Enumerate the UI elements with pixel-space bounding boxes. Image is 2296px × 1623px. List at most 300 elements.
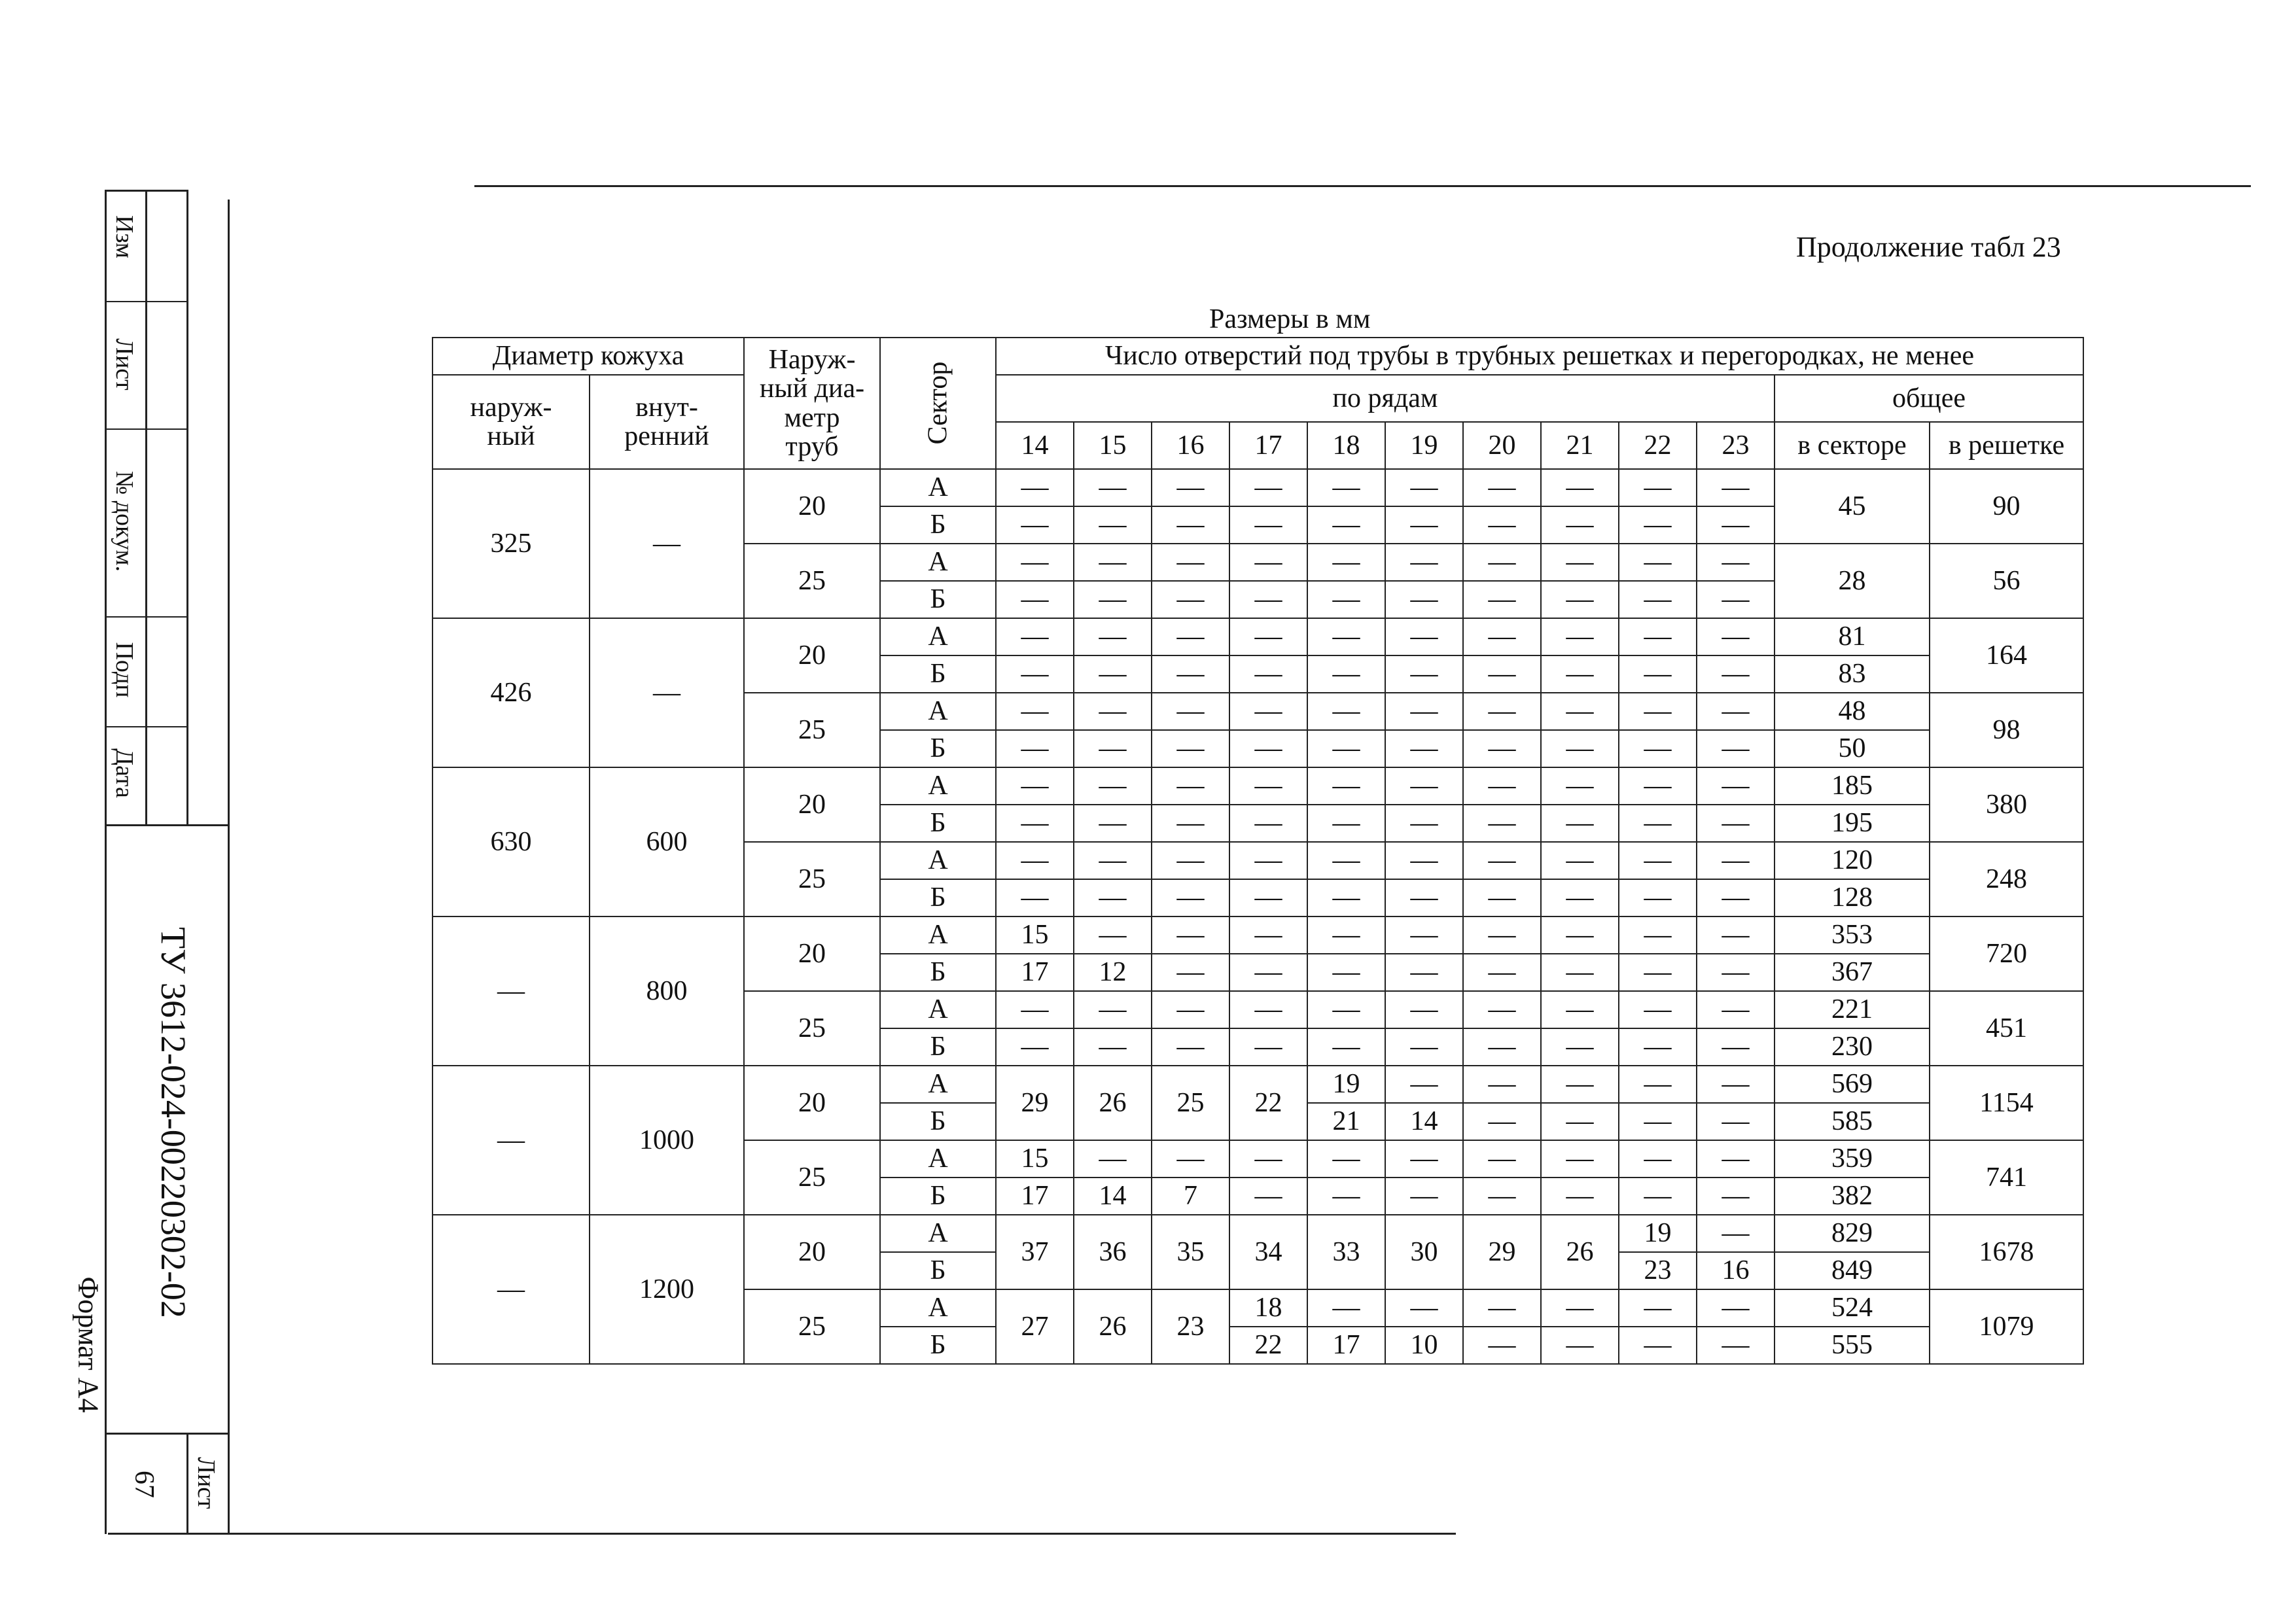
cell-in-sector: 829 (1775, 1215, 1930, 1252)
cell-row-count: — (1307, 767, 1385, 805)
cell-shell-outer: — (433, 1215, 590, 1364)
cell-row-count: — (1307, 655, 1385, 693)
cell-row-count: 37 (996, 1215, 1074, 1289)
cell-row-count: — (1307, 991, 1385, 1028)
cell-row-count: — (1463, 1178, 1541, 1215)
cell-in-sector: 28 (1775, 544, 1930, 618)
bottom-rule (108, 1533, 1456, 1535)
cell-row-count: — (1697, 916, 1775, 954)
cell-row-count: — (1152, 655, 1229, 693)
cell-row-count: — (996, 1028, 1074, 1066)
cell-shell-inner: 1200 (590, 1215, 744, 1364)
cell-sector: Б (880, 1327, 996, 1364)
cell-row-count: — (1619, 879, 1697, 916)
cell-row-count: 15 (996, 1140, 1074, 1178)
table-row (433, 1066, 2083, 1103)
cell-shell-inner: — (590, 469, 744, 618)
cell-row-count: — (1307, 544, 1385, 581)
cell-row-count: — (1619, 618, 1697, 655)
cell-row-count: — (1619, 1289, 1697, 1327)
cell-row-count: — (1229, 916, 1307, 954)
cell-row-count: — (1074, 655, 1152, 693)
cell-in-grid: 164 (1930, 618, 2083, 693)
cell-row-count: — (1307, 693, 1385, 730)
cell-row-count: — (1229, 767, 1307, 805)
cell-row-count: — (1307, 954, 1385, 991)
cell-row-count: — (1074, 506, 1152, 544)
cell-sector: Б (880, 730, 996, 767)
cell-row-count: 19 (1307, 1066, 1385, 1103)
cell-in-grid: 380 (1930, 767, 2083, 842)
cell-row-count: — (1697, 954, 1775, 991)
cell-row-count: — (1463, 1028, 1541, 1066)
cell-row-count: — (1619, 954, 1697, 991)
cell-sector: А (880, 693, 996, 730)
cell-row-count: — (1074, 805, 1152, 842)
cell-tube-diameter: 25 (744, 693, 880, 767)
cell-sector: Б (880, 1178, 996, 1215)
format-label: Формат А4 (72, 1276, 105, 1413)
cell-row-count: — (1541, 879, 1619, 916)
cell-row-count: 23 (1152, 1289, 1229, 1364)
cell-row-count: — (1619, 916, 1697, 954)
table-row (433, 1215, 2083, 1252)
cell-row-count: — (1697, 544, 1775, 581)
cell-row-count: — (1697, 581, 1775, 618)
cell-in-sector: 585 (1775, 1103, 1930, 1140)
cell-row-count: — (996, 506, 1074, 544)
cell-row-count: — (1463, 991, 1541, 1028)
cell-row-count: — (1463, 1103, 1541, 1140)
cell-row-count: 29 (996, 1066, 1074, 1140)
cell-row-count: 14 (1074, 1178, 1152, 1215)
header-row-15: 15 (1074, 422, 1152, 469)
cell-row-count: — (1463, 879, 1541, 916)
cell-row-count: — (1463, 544, 1541, 581)
cell-row-count: — (1152, 581, 1229, 618)
cell-row-count: — (1463, 618, 1541, 655)
cell-row-count: — (1697, 1140, 1775, 1178)
cell-tube-diameter: 25 (744, 991, 880, 1066)
cell-in-grid: 1079 (1930, 1289, 2083, 1364)
cell-row-count: — (1385, 1178, 1463, 1215)
cell-row-count: — (1229, 544, 1307, 581)
cell-row-count: — (1229, 991, 1307, 1028)
cell-sector: Б (880, 954, 996, 991)
cell-shell-inner: 1000 (590, 1066, 744, 1215)
cell-row-count: — (1463, 730, 1541, 767)
header-outer: наруж- ный (433, 375, 590, 469)
cell-row-count: — (1697, 1066, 1775, 1103)
cell-row-count: — (1152, 618, 1229, 655)
cell-row-count: — (1385, 1066, 1463, 1103)
cell-row-count: — (1307, 879, 1385, 916)
cell-row-count: 10 (1385, 1327, 1463, 1364)
cell-row-count: — (1463, 506, 1541, 544)
header-row-20: 20 (1463, 422, 1541, 469)
cell-row-count: 22 (1229, 1066, 1307, 1140)
cell-row-count: — (1074, 991, 1152, 1028)
cell-row-count: — (1541, 730, 1619, 767)
cell-row-count: — (1697, 1289, 1775, 1327)
cell-row-count: — (1074, 1140, 1152, 1178)
cell-row-count: 26 (1074, 1289, 1152, 1364)
cell-sector: А (880, 842, 996, 879)
cell-in-sector: 50 (1775, 730, 1930, 767)
cell-row-count: — (996, 618, 1074, 655)
cell-row-count: — (1385, 544, 1463, 581)
cell-row-count: — (1463, 1327, 1541, 1364)
header-row-17: 17 (1229, 422, 1307, 469)
stamp-sep-1 (105, 301, 188, 302)
cell-row-count: — (1697, 618, 1775, 655)
header-row-14: 14 (996, 422, 1074, 469)
cell-row-count: 7 (1152, 1178, 1229, 1215)
cell-tube-diameter: 25 (744, 1140, 880, 1215)
header-row-21: 21 (1541, 422, 1619, 469)
stamp-label-doc: № докум. (111, 470, 138, 572)
cell-row-count: — (996, 879, 1074, 916)
cell-row-count: 12 (1074, 954, 1152, 991)
cell-in-grid: 720 (1930, 916, 2083, 991)
header-total: общее (1775, 375, 2083, 422)
cell-row-count: — (1152, 879, 1229, 916)
cell-sector: А (880, 1066, 996, 1103)
cell-row-count: 19 (1619, 1215, 1697, 1252)
cell-row-count: — (1697, 842, 1775, 879)
cell-shell-outer: — (433, 916, 590, 1066)
cell-in-sector: 555 (1775, 1327, 1930, 1364)
cell-row-count: — (996, 991, 1074, 1028)
cell-in-sector: 195 (1775, 805, 1930, 842)
cell-in-sector: 45 (1775, 469, 1930, 544)
cell-tube-diameter: 20 (744, 1215, 880, 1289)
cell-row-count: — (1541, 1103, 1619, 1140)
cell-row-count: — (1385, 1028, 1463, 1066)
stamp-sheet-divider (186, 1433, 188, 1534)
header-in-sector: в секторе (1775, 422, 1930, 469)
cell-row-count: — (1541, 506, 1619, 544)
cell-row-count: — (1229, 805, 1307, 842)
cell-row-count: — (1619, 767, 1697, 805)
cell-row-count: — (1152, 767, 1229, 805)
cell-sector: А (880, 1140, 996, 1178)
cell-row-count: — (1463, 805, 1541, 842)
cell-tube-diameter: 25 (744, 544, 880, 618)
cell-row-count: — (996, 767, 1074, 805)
cell-row-count: — (996, 469, 1074, 506)
cell-row-count: — (1385, 842, 1463, 879)
cell-row-count: — (1074, 469, 1152, 506)
cell-row-count: — (1307, 469, 1385, 506)
cell-row-count: — (1619, 1028, 1697, 1066)
header-row-18: 18 (1307, 422, 1385, 469)
cell-sector: А (880, 1215, 996, 1252)
cell-shell-outer: 426 (433, 618, 590, 767)
cell-row-count: — (1229, 842, 1307, 879)
cell-in-sector: 185 (1775, 767, 1930, 805)
cell-in-sector: 81 (1775, 618, 1930, 655)
cell-in-sector: 120 (1775, 842, 1930, 879)
cell-row-count: — (1463, 767, 1541, 805)
cell-row-count: — (1541, 1178, 1619, 1215)
cell-row-count: — (1697, 1178, 1775, 1215)
cell-sector: А (880, 1289, 996, 1327)
table-row (433, 618, 2083, 655)
table-continuation-caption: Продолжение табл 23 (1796, 231, 2061, 263)
cell-row-count: — (1619, 544, 1697, 581)
cell-row-count: — (1697, 1103, 1775, 1140)
cell-in-sector: 83 (1775, 655, 1930, 693)
header-row-22: 22 (1619, 422, 1697, 469)
cell-row-count: — (1074, 581, 1152, 618)
cell-row-count: — (1307, 581, 1385, 618)
cell-row-count: — (1385, 581, 1463, 618)
table-row (433, 767, 2083, 805)
cell-sector: Б (880, 879, 996, 916)
cell-row-count: — (1697, 767, 1775, 805)
cell-in-grid: 90 (1930, 469, 2083, 544)
cell-row-count: 36 (1074, 1215, 1152, 1289)
cell-row-count: — (1307, 916, 1385, 954)
cell-sector: Б (880, 805, 996, 842)
cell-row-count: — (1229, 1140, 1307, 1178)
header-row-23: 23 (1697, 422, 1775, 469)
table-row (433, 916, 2083, 954)
cell-row-count: — (1385, 879, 1463, 916)
cell-row-count: — (1619, 469, 1697, 506)
cell-row-count: 26 (1541, 1215, 1619, 1289)
cell-row-count: — (1385, 655, 1463, 693)
cell-row-count: — (1307, 730, 1385, 767)
header-tube-outer-diameter: Наруж- ный диа- метр труб (744, 338, 880, 469)
cell-row-count: 22 (1229, 1327, 1307, 1364)
cell-row-count: — (1463, 1289, 1541, 1327)
cell-row-count: — (1541, 693, 1619, 730)
cell-row-count: — (1541, 581, 1619, 618)
cell-sector: А (880, 767, 996, 805)
cell-tube-diameter: 20 (744, 469, 880, 544)
frame-left (228, 200, 230, 1534)
cell-row-count: — (1385, 1289, 1463, 1327)
cell-row-count: — (1619, 1103, 1697, 1140)
cell-row-count: — (1229, 1178, 1307, 1215)
stamp-sep-2 (105, 428, 188, 430)
cell-row-count: 33 (1307, 1215, 1385, 1289)
cell-row-count: — (1229, 655, 1307, 693)
cell-row-count: — (1619, 1140, 1697, 1178)
cell-row-count: — (1697, 469, 1775, 506)
tube-holes-table (432, 337, 2084, 1365)
cell-row-count: — (996, 805, 1074, 842)
sheet-label: Лист (192, 1457, 220, 1509)
cell-row-count: — (1074, 730, 1152, 767)
cell-in-grid: 98 (1930, 693, 2083, 767)
cell-sector: А (880, 544, 996, 581)
cell-row-count: — (1229, 730, 1307, 767)
cell-row-count: — (1541, 618, 1619, 655)
cell-row-count: — (1385, 693, 1463, 730)
header-in-grid: в решетке (1930, 422, 2083, 469)
cell-row-count: 14 (1385, 1103, 1463, 1140)
cell-row-count: — (1385, 618, 1463, 655)
cell-in-grid: 1154 (1930, 1066, 2083, 1140)
cell-row-count: 17 (996, 954, 1074, 991)
cell-row-count: 29 (1463, 1215, 1541, 1289)
cell-row-count: 16 (1697, 1252, 1775, 1289)
cell-in-sector: 524 (1775, 1289, 1930, 1327)
cell-row-count: — (1463, 655, 1541, 693)
cell-row-count: — (1619, 693, 1697, 730)
cell-row-count: — (1541, 1066, 1619, 1103)
cell-in-grid: 741 (1930, 1140, 2083, 1215)
cell-tube-diameter: 20 (744, 618, 880, 693)
stamp-sep-3 (105, 616, 188, 618)
cell-row-count: — (1541, 1289, 1619, 1327)
cell-row-count: — (1463, 1140, 1541, 1178)
cell-row-count: — (1619, 1066, 1697, 1103)
top-rule (474, 185, 2251, 187)
cell-row-count: — (1229, 618, 1307, 655)
cell-row-count: — (1541, 544, 1619, 581)
cell-row-count: — (1697, 805, 1775, 842)
cell-row-count: — (1152, 544, 1229, 581)
header-row-19: 19 (1385, 422, 1463, 469)
cell-row-count: — (1541, 1140, 1619, 1178)
cell-row-count: 21 (1307, 1103, 1385, 1140)
sheet-number: 67 (129, 1471, 159, 1498)
cell-shell-outer: — (433, 1066, 590, 1215)
cell-sector: А (880, 916, 996, 954)
cell-tube-diameter: 25 (744, 842, 880, 916)
cell-row-count: — (996, 842, 1074, 879)
cell-row-count: 30 (1385, 1215, 1463, 1289)
cell-row-count: — (1307, 805, 1385, 842)
cell-row-count: — (1697, 991, 1775, 1028)
cell-row-count: — (1697, 879, 1775, 916)
cell-sector: Б (880, 1028, 996, 1066)
cell-row-count: — (1697, 693, 1775, 730)
cell-shell-inner: 600 (590, 767, 744, 916)
cell-row-count: — (1229, 693, 1307, 730)
cell-row-count: 23 (1619, 1252, 1697, 1289)
cell-row-count: — (1697, 1215, 1775, 1252)
cell-in-sector: 382 (1775, 1178, 1930, 1215)
cell-row-count: — (1307, 1289, 1385, 1327)
cell-in-sector: 48 (1775, 693, 1930, 730)
cell-row-count: — (1152, 730, 1229, 767)
cell-row-count: — (1152, 805, 1229, 842)
cell-in-sector: 569 (1775, 1066, 1930, 1103)
cell-in-grid: 451 (1930, 991, 2083, 1066)
stamp-label-podp: Подп (111, 642, 138, 698)
cell-tube-diameter: 20 (744, 1066, 880, 1140)
stamp-label-izm: Изм (111, 215, 138, 258)
stamp-inner-divider (145, 190, 147, 824)
cell-sector: Б (880, 655, 996, 693)
cell-row-count: — (1307, 1140, 1385, 1178)
stamp-sep-6 (105, 1433, 229, 1435)
cell-row-count: — (1463, 469, 1541, 506)
cell-row-count: — (1385, 469, 1463, 506)
cell-row-count: — (996, 730, 1074, 767)
cell-row-count: — (1152, 693, 1229, 730)
cell-row-count: — (1307, 1178, 1385, 1215)
cell-sector: Б (880, 581, 996, 618)
cell-row-count: — (1152, 954, 1229, 991)
cell-row-count: — (1152, 506, 1229, 544)
cell-row-count: — (1074, 618, 1152, 655)
cell-shell-inner: 800 (590, 916, 744, 1066)
cell-row-count: — (1541, 1327, 1619, 1364)
cell-in-sector: 359 (1775, 1140, 1930, 1178)
cell-row-count: 35 (1152, 1215, 1229, 1289)
cell-row-count: — (1074, 879, 1152, 916)
cell-row-count: — (1463, 916, 1541, 954)
cell-row-count: — (1385, 916, 1463, 954)
cell-sector: А (880, 469, 996, 506)
cell-in-sector: 849 (1775, 1252, 1930, 1289)
cell-row-count: — (1307, 1028, 1385, 1066)
cell-row-count: — (1385, 506, 1463, 544)
cell-row-count: — (1385, 805, 1463, 842)
cell-in-grid: 248 (1930, 842, 2083, 916)
document-code: ТУ 3612-024-00220302-02 (154, 927, 193, 1318)
cell-row-count: 15 (996, 916, 1074, 954)
stamp-sep-5 (105, 824, 229, 826)
cell-row-count: — (1619, 581, 1697, 618)
cell-row-count: — (1697, 655, 1775, 693)
cell-row-count: — (1152, 469, 1229, 506)
cell-row-count: — (1229, 469, 1307, 506)
cell-shell-inner: — (590, 618, 744, 767)
cell-row-count: — (1385, 730, 1463, 767)
cell-row-count: — (1229, 1028, 1307, 1066)
cell-row-count: 27 (996, 1289, 1074, 1364)
cell-row-count: — (1541, 805, 1619, 842)
cell-row-count: — (1697, 730, 1775, 767)
cell-row-count: — (1385, 767, 1463, 805)
cell-row-count: — (1385, 954, 1463, 991)
cell-row-count: — (1541, 655, 1619, 693)
cell-row-count: 34 (1229, 1215, 1307, 1289)
cell-row-count: — (1541, 1028, 1619, 1066)
cell-row-count: 18 (1229, 1289, 1307, 1327)
stamp-top (105, 190, 188, 192)
cell-row-count: — (1697, 506, 1775, 544)
stamp-label-data: Дата (111, 748, 138, 798)
header-holes-count: Число отверстий под трубы в трубных решетках и перегородках, не менее (996, 338, 2083, 375)
cell-row-count: — (1152, 916, 1229, 954)
cell-row-count: — (1307, 618, 1385, 655)
cell-row-count: — (1074, 916, 1152, 954)
cell-sector: А (880, 618, 996, 655)
cell-row-count: — (1463, 581, 1541, 618)
cell-row-count: — (1307, 506, 1385, 544)
header-sector: Сектор (880, 338, 996, 469)
cell-row-count: — (1074, 842, 1152, 879)
cell-row-count: — (1697, 1327, 1775, 1364)
cell-sector: Б (880, 1252, 996, 1289)
cell-row-count: — (1074, 693, 1152, 730)
cell-row-count: 25 (1152, 1066, 1229, 1140)
cell-row-count: — (1229, 879, 1307, 916)
cell-row-count: — (1074, 544, 1152, 581)
stamp-sep-4 (105, 726, 188, 727)
cell-shell-outer: 325 (433, 469, 590, 618)
units-caption: Размеры в мм (1209, 304, 1371, 334)
cell-row-count: — (1229, 954, 1307, 991)
